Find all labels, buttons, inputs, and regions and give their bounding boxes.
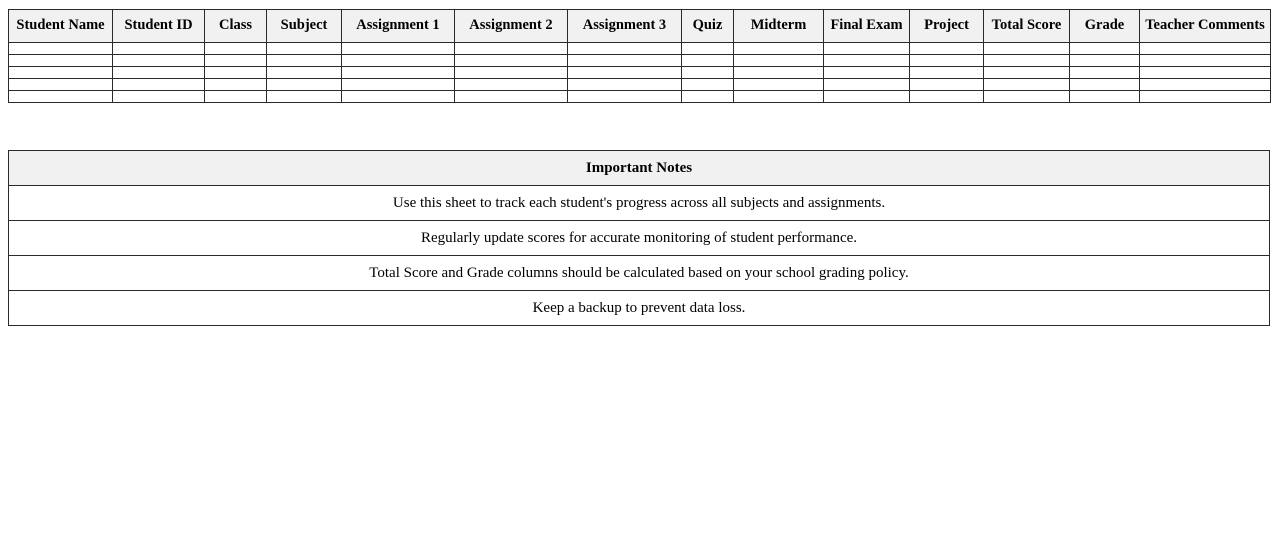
column-header-midterm[interactable]: Midterm [734, 10, 824, 43]
cell-teacher_comments[interactable] [1140, 55, 1271, 67]
cell-final_exam[interactable] [824, 91, 910, 103]
table-row [9, 43, 1271, 55]
cell-student_id[interactable] [113, 43, 205, 55]
cell-teacher_comments[interactable] [1140, 67, 1271, 79]
cell-total_score[interactable] [984, 55, 1070, 67]
cell-assignment_1[interactable] [342, 55, 455, 67]
cell-total_score[interactable] [984, 43, 1070, 55]
cell-assignment_2[interactable] [455, 67, 568, 79]
cell-assignment_2[interactable] [455, 91, 568, 103]
cell-grade[interactable] [1070, 67, 1140, 79]
column-header-final-exam[interactable]: Final Exam [824, 10, 910, 43]
cell-project[interactable] [910, 67, 984, 79]
cell-quiz[interactable] [682, 79, 734, 91]
cell-subject[interactable] [267, 91, 342, 103]
cell-class[interactable] [205, 43, 267, 55]
column-header-assignment-1[interactable]: Assignment 1 [342, 10, 455, 43]
important-notes-container [8, 150, 1270, 326]
note-text-4: Keep a backup to prevent data loss. [9, 291, 1270, 326]
column-header-assignment-3[interactable]: Assignment 3 [568, 10, 682, 43]
cell-assignment_3[interactable] [568, 43, 682, 55]
cell-total_score[interactable] [984, 67, 1070, 79]
notes-header-row [9, 151, 1270, 186]
column-header-quiz[interactable]: Quiz [682, 10, 734, 43]
student-grade-table-container [8, 9, 1270, 103]
column-header-teacher-comments[interactable]: Teacher Comments [1140, 10, 1271, 43]
cell-assignment_1[interactable] [342, 91, 455, 103]
cell-student_name[interactable] [9, 67, 113, 79]
note-row [9, 221, 1270, 256]
cell-final_exam[interactable] [824, 55, 910, 67]
cell-project[interactable] [910, 55, 984, 67]
note-row [9, 291, 1270, 326]
table-body [9, 43, 1271, 103]
cell-total_score[interactable] [984, 79, 1070, 91]
cell-quiz[interactable] [682, 55, 734, 67]
cell-class[interactable] [205, 55, 267, 67]
cell-grade[interactable] [1070, 91, 1140, 103]
cell-project[interactable] [910, 79, 984, 91]
column-header-total-score[interactable]: Total Score [984, 10, 1070, 43]
column-header-assignment-2[interactable]: Assignment 2 [455, 10, 568, 43]
cell-student_name[interactable] [9, 55, 113, 67]
notes-header-row-group [9, 151, 1270, 186]
note-text-2: Regularly update scores for accurate monitoring of student performance. [9, 221, 1270, 256]
column-header-class[interactable]: Class [205, 10, 267, 43]
cell-subject[interactable] [267, 55, 342, 67]
column-header-project[interactable]: Project [910, 10, 984, 43]
cell-total_score[interactable] [984, 91, 1070, 103]
cell-student_name[interactable] [9, 43, 113, 55]
cell-assignment_2[interactable] [455, 55, 568, 67]
cell-assignment_2[interactable] [455, 79, 568, 91]
cell-project[interactable] [910, 91, 984, 103]
table-row [9, 67, 1271, 79]
cell-final_exam[interactable] [824, 79, 910, 91]
student-grade-table [8, 9, 1271, 103]
cell-midterm[interactable] [734, 55, 824, 67]
cell-subject[interactable] [267, 79, 342, 91]
cell-student_id[interactable] [113, 79, 205, 91]
cell-teacher_comments[interactable] [1140, 79, 1271, 91]
cell-midterm[interactable] [734, 67, 824, 79]
table-header-row [9, 10, 1271, 43]
cell-student_id[interactable] [113, 91, 205, 103]
cell-quiz[interactable] [682, 43, 734, 55]
column-header-grade[interactable]: Grade [1070, 10, 1140, 43]
cell-project[interactable] [910, 43, 984, 55]
cell-class[interactable] [205, 67, 267, 79]
notes-section-title: Important Notes [9, 151, 1270, 186]
column-header-student-id[interactable]: Student ID [113, 10, 205, 43]
note-text-3: Total Score and Grade columns should be calculated based on your school grading policy. [9, 256, 1270, 291]
cell-final_exam[interactable] [824, 43, 910, 55]
cell-subject[interactable] [267, 43, 342, 55]
cell-assignment_1[interactable] [342, 43, 455, 55]
cell-assignment_3[interactable] [568, 55, 682, 67]
cell-assignment_2[interactable] [455, 43, 568, 55]
notes-body [9, 186, 1270, 326]
note-row [9, 186, 1270, 221]
cell-student_id[interactable] [113, 67, 205, 79]
table-row [9, 91, 1271, 103]
cell-assignment_1[interactable] [342, 67, 455, 79]
cell-grade[interactable] [1070, 79, 1140, 91]
cell-student_id[interactable] [113, 55, 205, 67]
cell-class[interactable] [205, 79, 267, 91]
cell-student_name[interactable] [9, 91, 113, 103]
cell-midterm[interactable] [734, 91, 824, 103]
cell-teacher_comments[interactable] [1140, 43, 1271, 55]
cell-final_exam[interactable] [824, 67, 910, 79]
cell-assignment_3[interactable] [568, 79, 682, 91]
cell-student_name[interactable] [9, 79, 113, 91]
table-row [9, 79, 1271, 91]
cell-midterm[interactable] [734, 79, 824, 91]
note-row [9, 256, 1270, 291]
cell-subject[interactable] [267, 67, 342, 79]
cell-class[interactable] [205, 91, 267, 103]
cell-assignment_3[interactable] [568, 67, 682, 79]
cell-quiz[interactable] [682, 91, 734, 103]
cell-assignment_3[interactable] [568, 91, 682, 103]
cell-assignment_1[interactable] [342, 79, 455, 91]
cell-grade[interactable] [1070, 43, 1140, 55]
cell-teacher_comments[interactable] [1140, 91, 1271, 103]
column-header-subject[interactable]: Subject [267, 10, 342, 43]
important-notes-table [8, 150, 1270, 326]
table-row [9, 55, 1271, 67]
table-header-row-group [9, 10, 1271, 43]
cell-quiz[interactable] [682, 67, 734, 79]
note-text-1: Use this sheet to track each student's progress across all subjects and assignments. [9, 186, 1270, 221]
cell-grade[interactable] [1070, 55, 1140, 67]
column-header-student-name[interactable]: Student Name [9, 10, 113, 43]
cell-midterm[interactable] [734, 43, 824, 55]
